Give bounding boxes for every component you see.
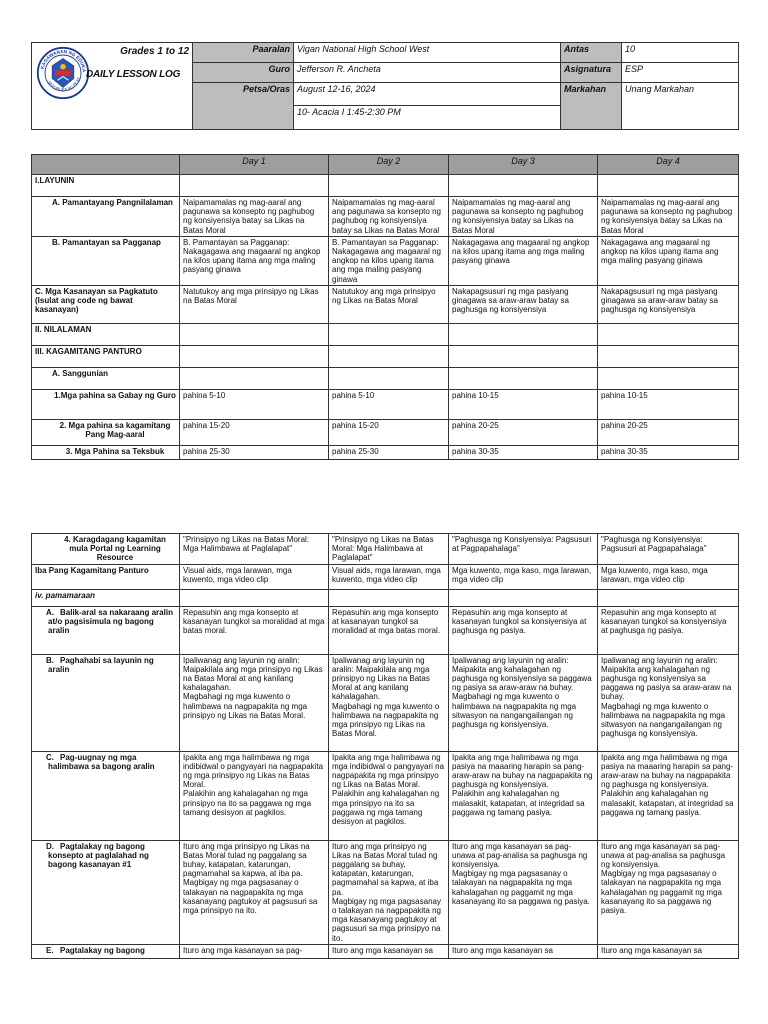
- row-label-text: Pag-uugnay ng mga halimbawa sa bagong aralin: [48, 752, 155, 771]
- row-key: E.: [46, 945, 54, 955]
- day-2-cell: Ituro ang mga kasanayan sa: [329, 944, 449, 958]
- row-label: II. NILALAMAN: [32, 323, 180, 345]
- row-label: 1.Mga pahina sa Gabay ng Guro: [32, 389, 180, 419]
- row-label: iv. pamamaraan: [32, 589, 180, 606]
- day-2-cell: [329, 175, 449, 197]
- quarter-value: Unang Markahan: [622, 83, 739, 130]
- row-label: A. Pamantayang Pangnilalaman: [32, 197, 180, 237]
- row-label: 3. Mga Pahina sa Teksbuk: [32, 445, 180, 459]
- day-2-cell: Naipamamalas ng mag-aaral ang pagunawa sa konsepto ng paghubog ng konsiyensiya batay sa Likas na Batas Moral: [329, 197, 449, 237]
- lesson-row: [32, 197, 739, 237]
- day-2-cell: Ipakita ang mga halimbawa ng mga indibidwal o pangyayari na nagpapakita ng mga prinsipyo ng Likas na Batas Moral. Palakihin ang kahalagahan ng mga prinsipyo na ito sa paggawa ng mga tamang desisyon at pagkilos.: [329, 751, 449, 840]
- lesson-row: [32, 236, 739, 285]
- day-4-cell: [598, 345, 739, 367]
- day-1-cell: Ituro ang mga prinsipyo ng Likas na Batas Moral tulad ng paggalang sa buhay, katapatan, katarungan, pagmamahal sa kapwa, at iba pa. Magbigay ng mga pagsasanay o talakayan na nagpapakita ng mga kasanayang pagtukoy at pagsusuri sa mga prinsipyo na ito.: [180, 840, 329, 944]
- day-4-cell: [598, 589, 739, 606]
- day-4-cell: Ituro ang mga kasanayan sa pag-unawa at pag-analisa sa paghusga ng konsiyensiya. Magbigay ng mga pagsasanay o talakayan na nagpapakita ng mga kahalagahan ng paggamit ng mga kasanayang ito sa paggawa ng pasiya.: [598, 840, 739, 944]
- procedure-row: [32, 606, 739, 654]
- day-1-cell: [180, 345, 329, 367]
- day-3-cell: pahina 20-25: [449, 419, 598, 445]
- day-1-cell: "Prinsipyo ng Likas na Batas Moral: Mga Halimbawa at Paglalapat": [180, 534, 329, 565]
- row-label-text: Pagtalakay ng bagong: [60, 945, 145, 955]
- day-4-cell: Nakapagsusuri ng mga pasiyang ginagawa sa araw-araw batay sa paghusga ng konsiyensiya: [598, 285, 739, 323]
- day-header: Day 4: [598, 155, 739, 175]
- time-value: 10- Acacia I 1:45-2:30 PM: [294, 105, 561, 129]
- lesson-row: [32, 175, 739, 197]
- day-1-cell: pahina 25-30: [180, 445, 329, 459]
- row-label: [32, 751, 180, 840]
- procedure-row: [32, 751, 739, 840]
- day-2-cell: Natutukoy ang mga prinsipyo ng Likas na Batas Moral: [329, 285, 449, 323]
- day-2-cell: Repasuhin ang mga konsepto at kasanayan tungkol sa moralidad at mga batas moral.: [329, 606, 449, 654]
- grade-level-value: 10: [622, 43, 739, 63]
- row-key: B.: [46, 655, 54, 665]
- day-4-cell: pahina 30-35: [598, 445, 739, 459]
- day-3-cell: "Paghusga ng Konsiyensiya: Pagsusuri at Pagpapahalaga": [449, 534, 598, 565]
- procedure-row: [32, 534, 739, 565]
- row-label: Iba Pang Kagamitang Panturo: [32, 564, 180, 589]
- day-4-cell: Ituro ang mga kasanayan sa: [598, 944, 739, 958]
- row-label: C. Mga Kasanayan sa Pagkatuto (Isulat ang code ng bawat kasanayan): [32, 285, 180, 323]
- day-4-cell: Nakagagawa ang magaaral ng angkop na kilos upang itama ang mga maling pasyang ginawa: [598, 236, 739, 285]
- row-key: C.: [46, 752, 54, 762]
- day-1-cell: Ituro ang mga kasanayan sa pag-: [180, 944, 329, 958]
- day-1-cell: [180, 367, 329, 389]
- day-1-cell: Visual aids, mga larawan, mga kuwento, mga video clip: [180, 564, 329, 589]
- day-header: Day 3: [449, 155, 598, 175]
- day-4-cell: [598, 323, 739, 345]
- row-label: B. Pamantayan sa Pagganap: [32, 236, 180, 285]
- date-time-label: Petsa/Oras: [193, 83, 294, 130]
- row-label-text: Balik-aral sa nakaraang aralin at/o pagsisimula ng bagong aralin: [48, 607, 173, 636]
- procedure-row: [32, 564, 739, 589]
- day-2-cell: [329, 345, 449, 367]
- day-3-cell: Naipamamalas ng mag-aaral ang pagunawa sa konsepto ng paghubog ng konsiyensiya batay sa Likas na Batas Moral: [449, 197, 598, 237]
- day-4-cell: [598, 367, 739, 389]
- day-1-cell: Ipakita ang mga halimbawa ng mga indibidwal o pangyayari na nagpapakita ng mga prinsipyo ng Likas na Batas Moral. Palakihin ang kahalagahan ng mga prinsipyo na ito sa paggawa ng mga tamang desisyon at pagkilos.: [180, 751, 329, 840]
- procedure-row: [32, 840, 739, 944]
- day-header: Day 1: [180, 155, 329, 175]
- day-3-cell: pahina 10-15: [449, 389, 598, 419]
- row-label: [32, 944, 180, 958]
- row-label-text: Pagtalakay ng bagong konsepto at paglalahad ng bagong kasanayan #1: [48, 841, 149, 870]
- row-label: 2. Mga pahina sa kagamitang Pang Mag-aaral: [32, 419, 180, 445]
- svg-text:KAGAWARAN NG EDUKASYON: KAGAWARAN NG EDUKA: [39, 49, 87, 73]
- document-title: DAILY LESSON LOG: [86, 69, 181, 80]
- day-2-cell: [329, 323, 449, 345]
- row-key: A.: [46, 607, 54, 617]
- procedure-row: [32, 589, 739, 606]
- teacher-label: Guro: [193, 63, 294, 83]
- day-3-cell: [449, 323, 598, 345]
- day-1-cell: Repasuhin ang mga konsepto at kasanayan tungkol sa moralidad at mga batas moral.: [180, 606, 329, 654]
- lesson-row: [32, 445, 739, 459]
- day-2-cell: "Prinsipyo ng Likas na Batas Moral: Mga Halimbawa at Paglalapat": [329, 534, 449, 565]
- day-4-cell: Mga kuwento, mga kaso, mga larawan, mga video clip: [598, 564, 739, 589]
- procedure-row: [32, 944, 739, 958]
- row-label: [32, 654, 180, 751]
- school-value: Vigan National High School West: [294, 43, 561, 63]
- row-label: A. Sanggunian: [32, 367, 180, 389]
- day-4-cell: Repasuhin ang mga konsepto at kasanayan tungkol sa konsiyensiya at paghusga ng pasiya.: [598, 606, 739, 654]
- day-3-cell: Mga kuwento, mga kaso, mga larawan, mga video clip: [449, 564, 598, 589]
- quarter-label: Markahan: [561, 83, 622, 130]
- date-value: August 12-16, 2024: [294, 83, 561, 105]
- day-3-cell: Ituro ang mga kasanayan sa: [449, 944, 598, 958]
- day-1-cell: [180, 589, 329, 606]
- day-2-cell: pahina 5-10: [329, 389, 449, 419]
- day-1-cell: pahina 5-10: [180, 389, 329, 419]
- day-1-cell: B. Pamantayan sa Pagganap: Nakagagawa ang magaaral ng angkop na kilos upang itama ang mga maling pasyang ginawa: [180, 236, 329, 285]
- day-4-cell: pahina 20-25: [598, 419, 739, 445]
- day-1-cell: [180, 323, 329, 345]
- subject-label: Asignatura: [561, 63, 622, 83]
- day-1-cell: [180, 175, 329, 197]
- day-4-cell: Naipamamalas ng mag-aaral ang pagunawa sa konsepto ng paghubog ng konsiyensiya batay sa Likas na Batas Moral: [598, 197, 739, 237]
- day-3-cell: Nakagagawa ang magaaral ng angkop na kilos upang itama ang mga maling pasyang ginawa: [449, 236, 598, 285]
- day-2-cell: Ituro ang mga prinsipyo ng Likas na Batas Moral tulad ng paggalang sa buhay, katapatan, katarungan, pagmamahal sa kapwa, at iba pa. Magbigay ng mga pagsasanay o talakayan na nagpapakita ng mga kasanayang pagtukoy at pagsusuri sa mga prinsipyo na ito.: [329, 840, 449, 944]
- deped-seal-icon: [36, 46, 90, 100]
- teacher-value: Jefferson R. Ancheta: [294, 63, 561, 83]
- row-label: III. KAGAMITANG PANTURO: [32, 345, 180, 367]
- procedure-row: [32, 654, 739, 751]
- row-key: D.: [46, 841, 54, 851]
- day-3-cell: Ipakita ang mga halimbawa ng mga pasiya na maaaring harapin sa pang-araw-araw na buhay na nagpapakita ng paghusga ng konsiyensiya. Palakihin ang kahalagahan ng malasakit, katapatan, at integridad sa paggawa ng tamang pasiya.: [449, 751, 598, 840]
- day-1-cell: Naipamamalas ng mag-aaral ang pagunawa sa konsepto ng paghubog ng konsiyensiya batay sa Likas na Batas Moral: [180, 197, 329, 237]
- day-4-cell: "Paghusga ng Konsiyensiya: Pagsusuri at Pagpapahalaga": [598, 534, 739, 565]
- day-2-cell: pahina 25-30: [329, 445, 449, 459]
- lesson-row: [32, 419, 739, 445]
- lesson-row: [32, 389, 739, 419]
- day-3-cell: [449, 589, 598, 606]
- day-1-cell: Natutukoy ang mga prinsipyo ng Likas na Batas Moral: [180, 285, 329, 323]
- lesson-row: [32, 367, 739, 389]
- row-label: 4. Karagdagang kagamitan mula Portal ng Learning Resource: [32, 534, 180, 565]
- day-2-cell: Visual aids, mga larawan, mga kuwento, mga video clip: [329, 564, 449, 589]
- subject-value: ESP: [622, 63, 739, 83]
- day-2-cell: [329, 367, 449, 389]
- day-2-cell: pahina 15-20: [329, 419, 449, 445]
- day-3-cell: [449, 175, 598, 197]
- lesson-row: [32, 345, 739, 367]
- row-label: [32, 840, 180, 944]
- day-2-cell: [329, 589, 449, 606]
- grades-label: Grades 1 to 12: [120, 46, 189, 57]
- day-header: Day 2: [329, 155, 449, 175]
- day-3-cell: [449, 345, 598, 367]
- day-2-cell: B. Pamantayan sa Pagganap: Nakagagawa ang magaaral ng angkop na kilos upang itama ang mga maling pasyang ginawa: [329, 236, 449, 285]
- lesson-row: [32, 285, 739, 323]
- svg-text:REPUBLIKA NG PILIPINAS: REPUBLIKA NG PILIPI: [46, 76, 82, 92]
- title-block: [32, 43, 193, 130]
- day-3-cell: pahina 30-35: [449, 445, 598, 459]
- lesson-table-part1: [31, 154, 739, 460]
- day-4-cell: Ipakita ang mga halimbawa ng mga pasiya na maaaring harapin sa pang-araw-araw na buhay na nagpapakita ng paghusga ng konsiyensiya. Palakihin ang kahalagahan ng malasakit, katapatan, at integridad sa paggawa ng tamang pasiya.: [598, 751, 739, 840]
- school-label: Paaralan: [193, 43, 294, 63]
- day-4-cell: [598, 175, 739, 197]
- day-1-cell: pahina 15-20: [180, 419, 329, 445]
- day-3-cell: Ipaliwanag ang layunin ng aralin: Maipakita ang kahalagahan ng paghusga ng konsiyensiya sa paggawa ng pasiya sa araw-araw na buhay. Magbahagi ng mga kuwento o halimbawa na nagpapakita ng mga sitwasyon na nangangailangan ng paghusga ng konsiyensiya.: [449, 654, 598, 751]
- day-1-cell: Ipaliwanag ang layunin ng aralin: Maipakilala ang mga prinsipyo ng Likas na Batas Moral at ang kanilang kahalagahan. Magbahagi ng mga kuwento o halimbawa na nagpapakita ng mga prinsipyo ng Likas na Batas Moral.: [180, 654, 329, 751]
- day-4-cell: Ipaliwanag ang layunin ng aralin: Maipakita ang kahalagahan ng paghusga ng konsiyensiya sa paggawa ng pasiya sa araw-araw na buhay. Magbahagi ng mga kuwento o halimbawa na nagpapakita ng mga sitwasyon na nangangailangan ng paghusga ng konsiyensiya.: [598, 654, 739, 751]
- row-label-text: Paghahabi sa layunin ng aralin: [48, 655, 154, 674]
- lesson-log-header: [31, 42, 739, 130]
- lesson-row: [32, 323, 739, 345]
- grade-level-label: Antas: [561, 43, 622, 63]
- corner-header: [32, 155, 180, 175]
- day-2-cell: Ipaliwanag ang layunin ng aralin: Maipakilala ang mga prinsipyo ng Likas na Batas Moral at ang kanilang kahalagahan. Magbahagi ng mga kuwento o halimbawa na nagpapakita ng mga prinsipyo ng Likas na Batas Moral.: [329, 654, 449, 751]
- day-3-cell: Repasuhin ang mga konsepto at kasanayan tungkol sa konsiyensiya at paghusga ng pasiya.: [449, 606, 598, 654]
- lesson-table-part2: [31, 533, 739, 959]
- day-3-cell: Ituro ang mga kasanayan sa pag-unawa at pag-analisa sa paghusga ng konsiyensiya. Magbigay ng mga pagsasanay o talakayan na nagpapakita ng mga kahalagahan ng paggamit ng mga kasanayang ito sa paggawa ng pasiya.: [449, 840, 598, 944]
- row-label: I.LAYUNIN: [32, 175, 180, 197]
- row-label: [32, 606, 180, 654]
- day-3-cell: Nakapagsusuri ng mga pasiyang ginagawa sa araw-araw batay sa paghusga ng konsiyensiya: [449, 285, 598, 323]
- day-4-cell: pahina 10-15: [598, 389, 739, 419]
- day-3-cell: [449, 367, 598, 389]
